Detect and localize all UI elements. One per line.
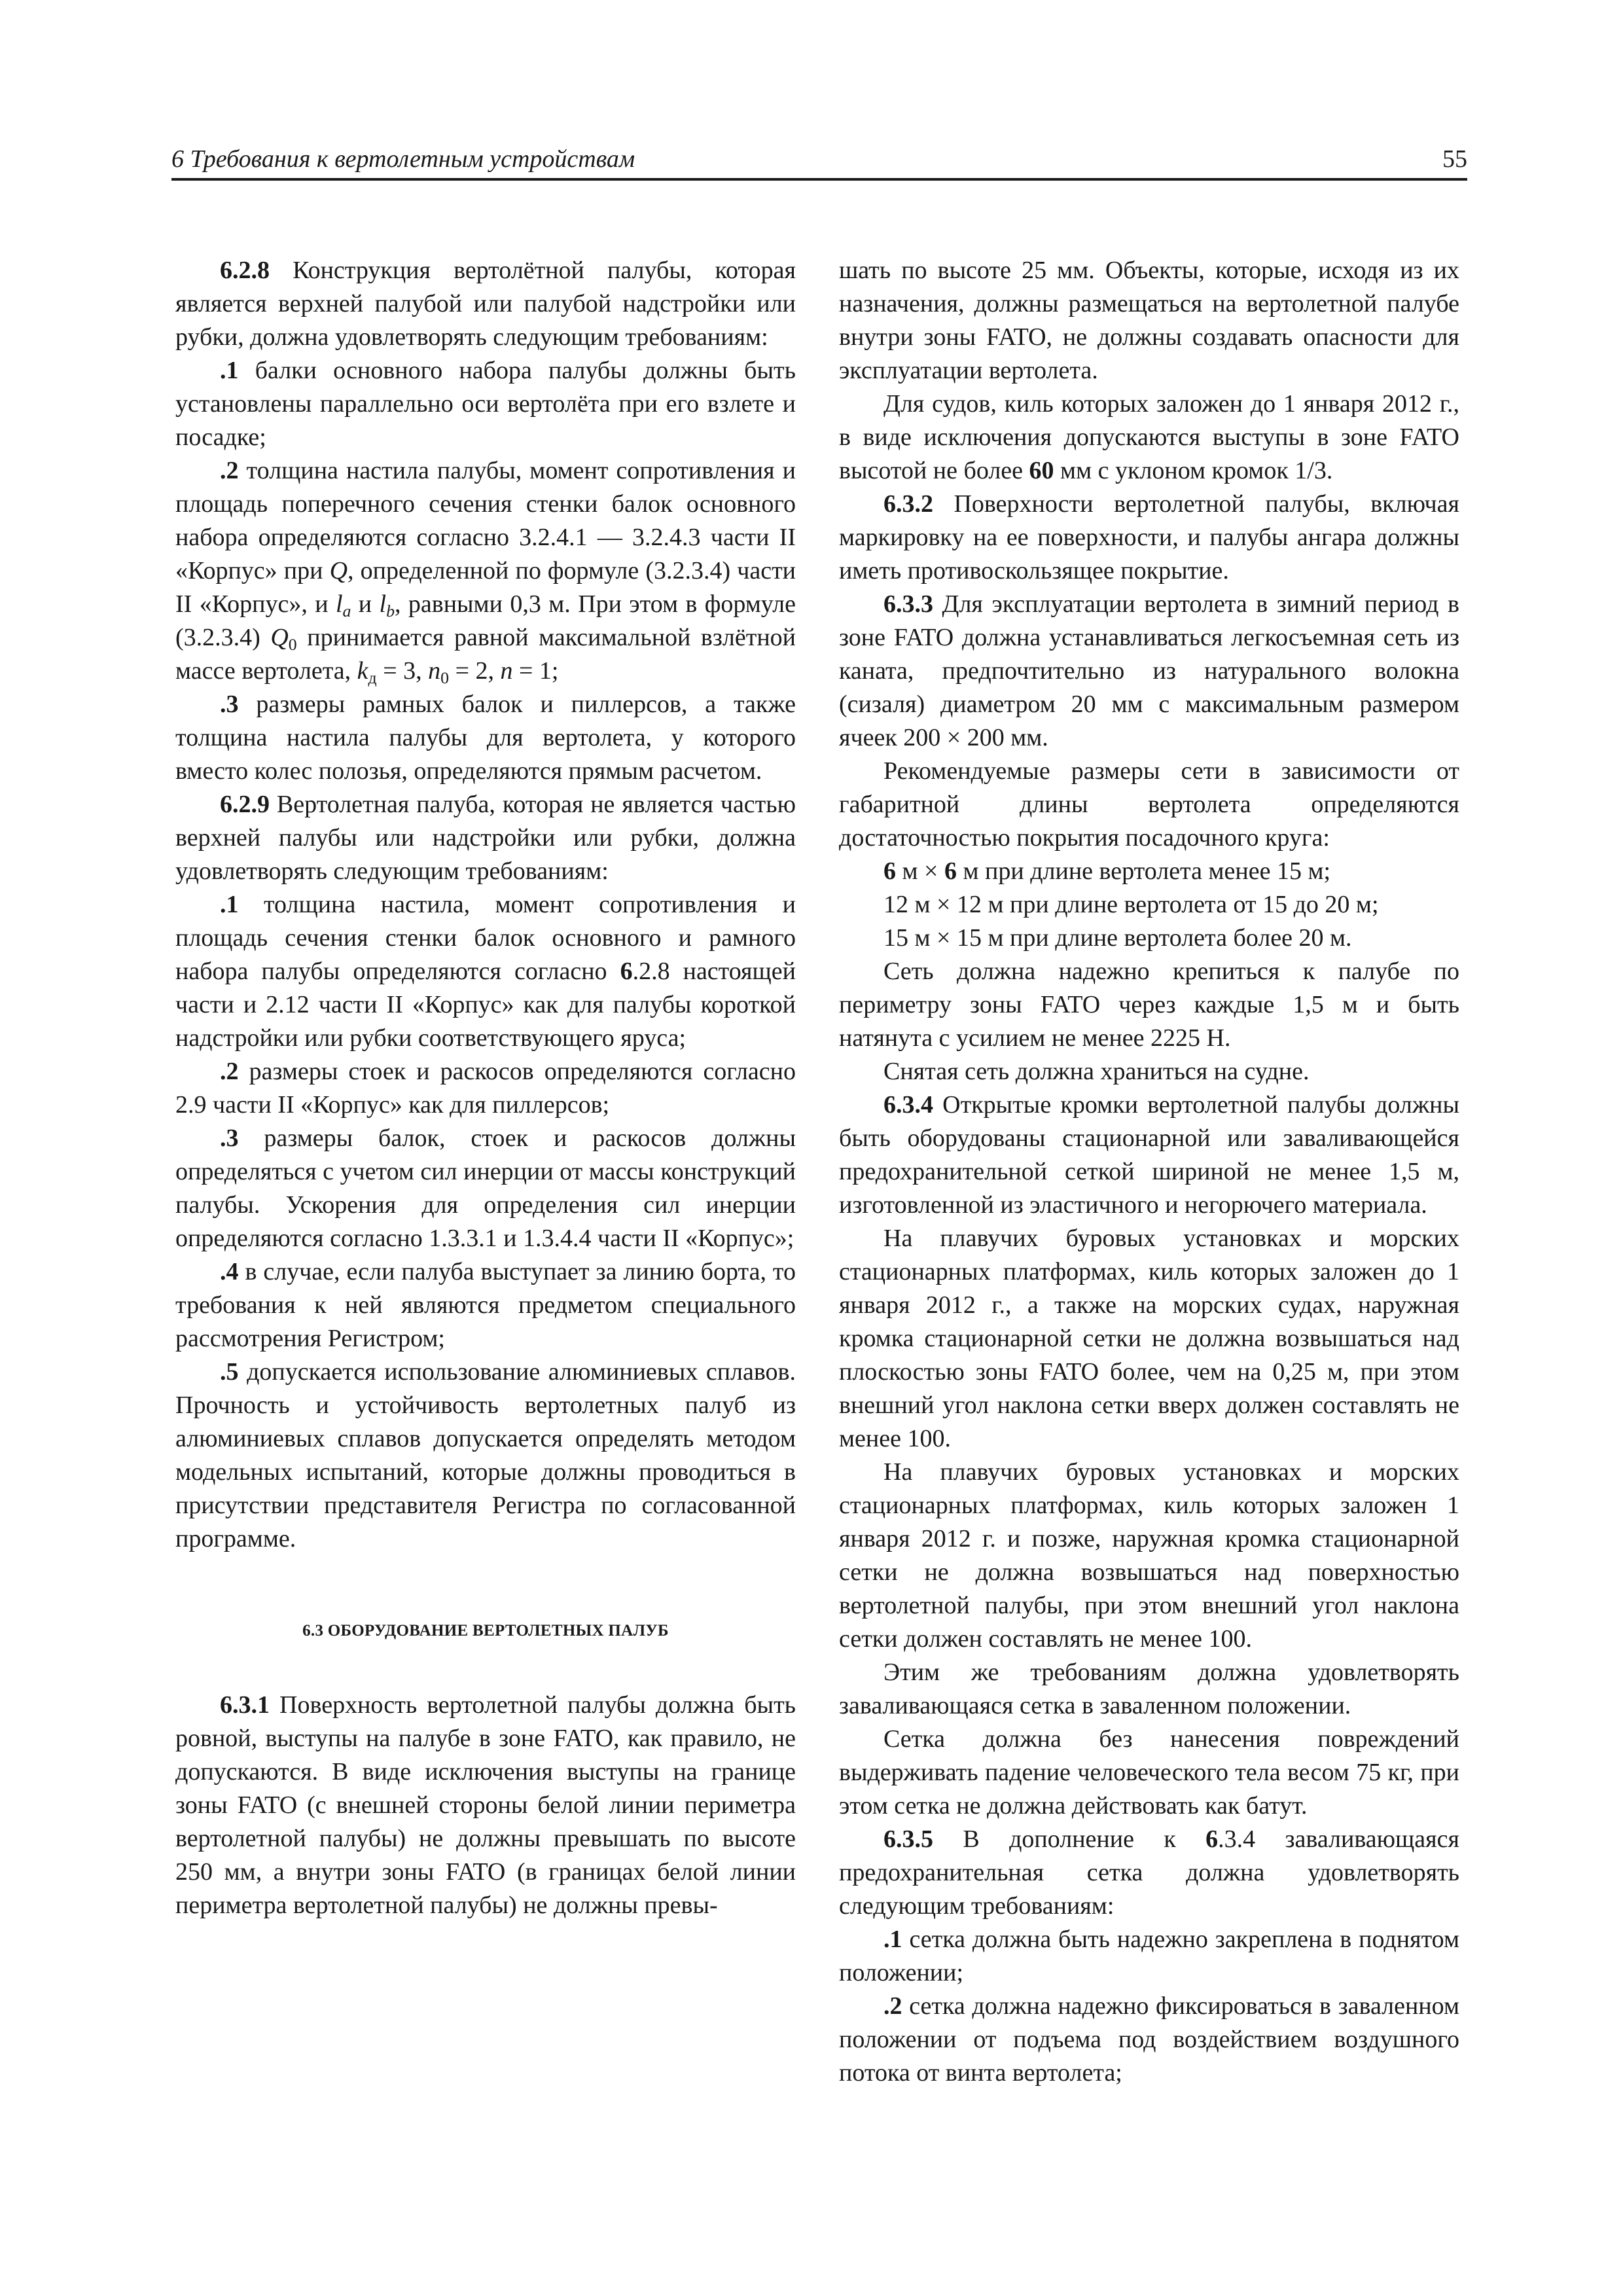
paragraph bbox=[839, 588, 1459, 755]
text-run: k bbox=[357, 657, 368, 685]
text-run: размеры рамных балок и пиллерсов, а также толщина настила палубы для вертолета, у которого вместо колес полозья, определяются прямым расчетом. bbox=[175, 691, 796, 785]
text-run: 6.3.1 bbox=[220, 1691, 270, 1719]
text-run: .2.8 настоящей части и 2.12 части II «Корпус» как для палубы короткой надстройки или рубки соответствующего яруса; bbox=[175, 958, 796, 1052]
running-header-title: 6 Требования к вертолетным устройствам bbox=[171, 145, 635, 173]
paragraph bbox=[175, 688, 796, 788]
paragraph bbox=[175, 1122, 796, 1255]
left-column bbox=[175, 254, 796, 1922]
text-run: шать по высоте 25 мм. Объекты, которые, исходя из их назначения, должны размещаться на вертолетной палубе внутри зоны FATO, не должны создавать опасности для эксплуатации вертолета. bbox=[839, 257, 1459, 384]
text-run: д bbox=[368, 668, 377, 688]
text-run: .1 bbox=[220, 891, 239, 918]
text-run: 6.2.9 bbox=[220, 791, 270, 818]
paragraph bbox=[839, 1723, 1459, 1823]
text-run: Для судов, киль которых заложен до 1 января 2012 г., в виде исключения допускаются выступы в зоне FATO высотой не более bbox=[839, 390, 1459, 484]
text-run: .1 bbox=[883, 1926, 902, 1953]
text-run: Снятая сеть должна храниться на судне. bbox=[883, 1058, 1310, 1085]
text-run: Сеть должна надежно крепиться к палубе по периметру зоны FATO через каждые 1,5 м и быть натянута с усилием не менее 2225 Н. bbox=[839, 958, 1459, 1052]
text-run: 6.3.2 bbox=[883, 490, 933, 518]
text-run: n bbox=[428, 657, 441, 685]
page-number: 55 bbox=[1442, 145, 1467, 173]
text-run: принимается равной максимальной взлётной массе вертолета, bbox=[175, 624, 796, 685]
text-run: толщина настила палубы, момент сопротивления и площадь поперечного сечения стенки балок основного набора определяются согласно 3.2.4.1 — 3.2.4.3 части II «Корпус» при bbox=[175, 457, 796, 584]
text-run: м × bbox=[896, 857, 944, 885]
text-run: .3.4 заваливающаяся предохранительная сетка должна удовлетворять следующим требованиям: bbox=[839, 1825, 1459, 1920]
paragraph bbox=[839, 1222, 1459, 1456]
paragraph bbox=[839, 1823, 1459, 1923]
text-run: 6.3.3 bbox=[883, 590, 933, 618]
text-run: .3 bbox=[220, 1124, 239, 1152]
text-run: = 2, bbox=[449, 657, 501, 685]
paragraph bbox=[175, 1355, 796, 1556]
text-run: На плавучих буровых установках и морских стационарных платформах, киль которых заложен до 1 января 2012 г., а также на морских судах, наружная кромка стационарной сетки не должна возвышаться над плоскостью зоны FATO более, чем на 0,25 м, при этом внешний угол наклона сетки вверх должен составлять не менее 100. bbox=[839, 1225, 1459, 1452]
text-run: На плавучих буровых установках и морских стационарных платформах, киль которых заложен 1 января 2012 г. и позже, наружная кромка стационарной сетки не должна возвышаться над поверхностью вертолетной палубы, при этом внешний угол наклона сетки должен составлять не менее 100. bbox=[839, 1458, 1459, 1653]
text-run: 6 bbox=[1205, 1825, 1219, 1853]
text-run: b bbox=[386, 601, 395, 621]
text-run: Сетка должна без нанесения повреждений выдерживать падение человеческого тела весом 75 кг, при этом сетка не должна действовать как батут. bbox=[839, 1725, 1459, 1820]
text-run: , равными 0,3 м. При этом в формуле (3.2.3.4) bbox=[175, 590, 796, 651]
text-run: .2 bbox=[883, 1992, 902, 2020]
text-run: Рекомендуемые размеры сети в зависимости от габаритной длины вертолета определяются достаточностью покрытия посадочного круга: bbox=[839, 757, 1459, 852]
text-run: .5 bbox=[220, 1358, 239, 1386]
text-run: Для эксплуатации вертолета в зимний период в зоне FATO должна устанавливаться легкосъемная сеть из каната, предпочтительно из натурального волокна (сизаля) диаметром 20 мм с максимальным размером ячеек 200 × 200 мм. bbox=[839, 590, 1459, 751]
text-run: n bbox=[500, 657, 513, 685]
text-run: Q bbox=[329, 557, 348, 584]
running-header bbox=[171, 144, 1467, 181]
text-run: Конструкция вертолётной палубы, которая является верхней палубой или палубой надстройки или рубки, должна удовлетворять следующим требованиям: bbox=[175, 257, 796, 351]
text-run: балки основного набора палубы должны быть установлены параллельно оси вертолёта при его взлете и посадке; bbox=[175, 357, 796, 451]
text-run: = 1; bbox=[512, 657, 559, 685]
paragraph bbox=[839, 855, 1459, 888]
paragraph bbox=[175, 788, 796, 888]
text-run: 0 bbox=[288, 635, 297, 655]
paragraph bbox=[839, 1656, 1459, 1723]
paragraph bbox=[839, 955, 1459, 1055]
paragraph bbox=[839, 888, 1459, 922]
paragraph bbox=[839, 755, 1459, 855]
text-run: 6.3.4 bbox=[883, 1091, 933, 1119]
text-run: = 3, bbox=[376, 657, 429, 685]
text-run: .3 bbox=[220, 691, 239, 718]
paragraph bbox=[175, 888, 796, 1055]
paragraph bbox=[175, 1055, 796, 1122]
paragraph bbox=[839, 1990, 1459, 2090]
text-run: 0 bbox=[440, 668, 450, 688]
paragraph bbox=[839, 254, 1459, 387]
section-heading: 6.3 ОБОРУДОВАНИЕ ВЕРТОЛЕТНЫХ ПАЛУБ bbox=[302, 1622, 669, 1640]
text-run: .2 bbox=[220, 457, 239, 484]
text-run: размеры балок, стоек и раскосов должны определяться с учетом сил инерции от массы конструкций палубы. Ускорения для определения сил инерции определяются согласно 1.3.3.1 и 1.3.4.4 части II «Корпус»; bbox=[175, 1124, 796, 1252]
paragraph bbox=[175, 1255, 796, 1355]
text-run: , определенной по формуле (3.2.3.4) части II «Корпус», и bbox=[175, 557, 796, 618]
text-run: 6 bbox=[883, 857, 896, 885]
text-run: a bbox=[342, 601, 351, 621]
text-run: В дополнение к bbox=[933, 1825, 1206, 1853]
paragraph bbox=[839, 922, 1459, 955]
paragraph bbox=[175, 254, 796, 354]
paragraph bbox=[839, 1456, 1459, 1656]
paragraph bbox=[839, 387, 1459, 488]
text-run: l bbox=[335, 590, 343, 618]
text-run: Этим же требованиям должна удовлетворять заваливающаяся сетка в заваленном положении. bbox=[839, 1659, 1459, 1719]
text-run: Вертолетная палуба, которая не является частью верхней палубы или надстройки или рубки, должна удовлетворять следующим требованиям: bbox=[175, 791, 796, 885]
text-run: сетка должна надежно фиксироваться в заваленном положении от подъема под воздействием воздушного потока от винта вертолета; bbox=[839, 1992, 1459, 2087]
paragraph bbox=[175, 454, 796, 688]
text-run: сетка должна быть надежно закреплена в поднятом положении; bbox=[839, 1926, 1459, 1986]
text-run: .4 bbox=[220, 1258, 239, 1285]
right-column bbox=[839, 254, 1459, 2090]
paragraph bbox=[175, 1689, 796, 1922]
text-run: м при длине вертолета менее 15 м; bbox=[956, 857, 1331, 885]
paragraph bbox=[839, 488, 1459, 588]
paragraph bbox=[175, 354, 796, 454]
text-run: и bbox=[351, 590, 380, 618]
text-run: толщина настила, момент сопротивления и площадь сечения стенки балок основного и рамного набора палубы определяются согласно bbox=[175, 891, 796, 985]
text-run: 12 м × 12 м при длине вертолета от 15 до 20 м; bbox=[883, 891, 1379, 918]
text-run: 6.2.8 bbox=[220, 257, 270, 284]
text-run: Q bbox=[270, 624, 289, 651]
text-run: допускается использование алюминиевых сплавов. Прочность и устойчивость вертолетных палуб из алюминиевых сплавов допускается определять методом модельных испытаний, которые должны проводиться в присутствии представителя Регистра по согласованной программе. bbox=[175, 1358, 796, 1552]
text-run: 15 м × 15 м при длине вертолета более 20 м. bbox=[883, 924, 1352, 952]
text-run: 60 bbox=[1029, 457, 1054, 484]
text-run: 6.3.5 bbox=[883, 1825, 933, 1853]
text-run: Поверхности вертолетной палубы, включая маркировку на ее поверхности, и палубы ангара должны иметь противоскользящее покрытие. bbox=[839, 490, 1459, 584]
text-run: 6 bbox=[620, 958, 633, 985]
paragraph bbox=[839, 1088, 1459, 1222]
text-run: .2 bbox=[220, 1058, 239, 1085]
text-run: l bbox=[379, 590, 387, 618]
text-run: в случае, если палуба выступает за линию борта, то требования к ней являются предметом специального рассмотрения Регистром; bbox=[175, 1258, 796, 1352]
text-run: .1 bbox=[220, 357, 239, 384]
paragraph bbox=[839, 1055, 1459, 1088]
paragraph bbox=[839, 1923, 1459, 1990]
text-run: Открытые кромки вертолетной палубы должны быть оборудованы стационарной или заваливающейся предохранительной сеткой шириной не менее 1,5 м, изготовленной из эластичного и негорючего материала. bbox=[839, 1091, 1459, 1219]
text-run: мм с уклоном кромок 1/3. bbox=[1054, 457, 1333, 484]
text-run: размеры стоек и раскосов определяются согласно 2.9 части II «Корпус» как для пиллерсов; bbox=[175, 1058, 796, 1119]
text-run: 6 bbox=[944, 857, 957, 885]
text-run: Поверхность вертолетной палубы должна быть ровной, выступы на палубе в зоне FATO, как правило, не допускаются. В виде исключения выступы на границе зоны FATO (с внешней стороны белой линии периметра вертолетной палубы) не должны превышать по высоте 250 мм, а внутри зоны FATO (в границах белой линии периметра вертолетной палубы) не должны превы- bbox=[175, 1691, 796, 1919]
